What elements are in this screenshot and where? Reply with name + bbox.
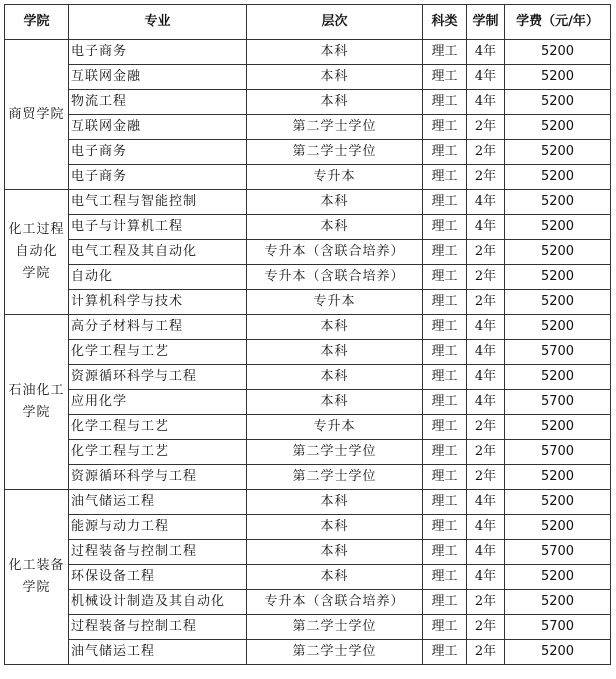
level-cell: 本科 bbox=[247, 365, 423, 390]
major-cell: 环保设备工程 bbox=[69, 565, 247, 590]
duration-cell: 4年 bbox=[467, 490, 505, 515]
level-cell: 专升本（含联合培养） bbox=[247, 590, 423, 615]
table-row bbox=[5, 415, 611, 440]
fee-cell: 5200 bbox=[505, 290, 611, 315]
major-cell: 能源与动力工程 bbox=[69, 515, 247, 540]
duration-cell: 2年 bbox=[467, 240, 505, 265]
level-cell: 本科 bbox=[247, 515, 423, 540]
table-row bbox=[5, 315, 611, 340]
category-cell: 理工 bbox=[423, 490, 467, 515]
fee-cell: 5200 bbox=[505, 515, 611, 540]
duration-cell: 2年 bbox=[467, 165, 505, 190]
college-cell: 商贸学院 bbox=[5, 40, 69, 190]
duration-cell: 4年 bbox=[467, 565, 505, 590]
level-cell: 本科 bbox=[247, 90, 423, 115]
category-cell: 理工 bbox=[423, 540, 467, 565]
duration-cell: 2年 bbox=[467, 440, 505, 465]
level-cell: 专升本 bbox=[247, 290, 423, 315]
major-cell: 互联网金融 bbox=[69, 115, 247, 140]
table-row bbox=[5, 90, 611, 115]
table-row bbox=[5, 565, 611, 590]
fee-cell: 5200 bbox=[505, 115, 611, 140]
level-cell: 本科 bbox=[247, 565, 423, 590]
category-cell: 理工 bbox=[423, 590, 467, 615]
table-row bbox=[5, 465, 611, 490]
header-level: 层次 bbox=[247, 5, 423, 40]
major-cell: 过程装备与控制工程 bbox=[69, 540, 247, 565]
fee-cell: 5200 bbox=[505, 565, 611, 590]
duration-cell: 2年 bbox=[467, 640, 505, 665]
category-cell: 理工 bbox=[423, 640, 467, 665]
duration-cell: 4年 bbox=[467, 215, 505, 240]
category-cell: 理工 bbox=[423, 40, 467, 65]
duration-cell: 4年 bbox=[467, 540, 505, 565]
major-cell: 化学工程与工艺 bbox=[69, 340, 247, 365]
fee-cell: 5200 bbox=[505, 140, 611, 165]
duration-cell: 2年 bbox=[467, 465, 505, 490]
level-cell: 本科 bbox=[247, 215, 423, 240]
header-category: 科类 bbox=[423, 5, 467, 40]
level-cell: 第二学士学位 bbox=[247, 440, 423, 465]
major-cell: 互联网金融 bbox=[69, 65, 247, 90]
duration-cell: 4年 bbox=[467, 40, 505, 65]
level-cell: 专升本 bbox=[247, 165, 423, 190]
category-cell: 理工 bbox=[423, 265, 467, 290]
level-cell: 本科 bbox=[247, 65, 423, 90]
level-cell: 第二学士学位 bbox=[247, 640, 423, 665]
college-cell: 石油化工 学院 bbox=[5, 315, 69, 490]
college-cell: 化工装备 学院 bbox=[5, 490, 69, 665]
table-row bbox=[5, 540, 611, 565]
category-cell: 理工 bbox=[423, 515, 467, 540]
level-cell: 第二学士学位 bbox=[247, 615, 423, 640]
fee-cell: 5200 bbox=[505, 265, 611, 290]
category-cell: 理工 bbox=[423, 65, 467, 90]
duration-cell: 2年 bbox=[467, 290, 505, 315]
fee-cell: 5200 bbox=[505, 415, 611, 440]
major-cell: 化学工程与工艺 bbox=[69, 440, 247, 465]
duration-cell: 2年 bbox=[467, 615, 505, 640]
major-cell: 电子与计算机工程 bbox=[69, 215, 247, 240]
major-cell: 电气工程及其自动化 bbox=[69, 240, 247, 265]
duration-cell: 4年 bbox=[467, 190, 505, 215]
fee-cell: 5200 bbox=[505, 65, 611, 90]
table-row bbox=[5, 440, 611, 465]
category-cell: 理工 bbox=[423, 140, 467, 165]
major-cell: 油气储运工程 bbox=[69, 640, 247, 665]
level-cell: 本科 bbox=[247, 190, 423, 215]
college-cell: 化工过程 自动化 学院 bbox=[5, 190, 69, 315]
table-row bbox=[5, 115, 611, 140]
category-cell: 理工 bbox=[423, 615, 467, 640]
table-row bbox=[5, 490, 611, 515]
table-row bbox=[5, 590, 611, 615]
category-cell: 理工 bbox=[423, 240, 467, 265]
duration-cell: 2年 bbox=[467, 265, 505, 290]
major-cell: 电气工程与智能控制 bbox=[69, 190, 247, 215]
level-cell: 本科 bbox=[247, 40, 423, 65]
header-duration: 学制 bbox=[467, 5, 505, 40]
level-cell: 专升本（含联合培养） bbox=[247, 240, 423, 265]
category-cell: 理工 bbox=[423, 115, 467, 140]
table-row bbox=[5, 365, 611, 390]
level-cell: 专升本（含联合培养） bbox=[247, 265, 423, 290]
fee-cell: 5700 bbox=[505, 615, 611, 640]
level-cell: 本科 bbox=[247, 315, 423, 340]
fee-cell: 5200 bbox=[505, 215, 611, 240]
category-cell: 理工 bbox=[423, 290, 467, 315]
major-cell: 电子商务 bbox=[69, 140, 247, 165]
category-cell: 理工 bbox=[423, 415, 467, 440]
header-college: 学院 bbox=[5, 5, 69, 40]
level-cell: 第二学士学位 bbox=[247, 115, 423, 140]
duration-cell: 4年 bbox=[467, 65, 505, 90]
major-cell: 物流工程 bbox=[69, 90, 247, 115]
fee-cell: 5200 bbox=[505, 90, 611, 115]
table-row bbox=[5, 190, 611, 215]
table-row bbox=[5, 265, 611, 290]
table-row bbox=[5, 640, 611, 665]
table-row bbox=[5, 340, 611, 365]
table-row bbox=[5, 215, 611, 240]
fee-cell: 5200 bbox=[505, 240, 611, 265]
duration-cell: 2年 bbox=[467, 590, 505, 615]
table-row bbox=[5, 290, 611, 315]
major-cell: 资源循环科学与工程 bbox=[69, 365, 247, 390]
duration-cell: 4年 bbox=[467, 365, 505, 390]
major-cell: 应用化学 bbox=[69, 390, 247, 415]
level-cell: 本科 bbox=[247, 340, 423, 365]
fee-cell: 5200 bbox=[505, 165, 611, 190]
table-row bbox=[5, 165, 611, 190]
fee-cell: 5700 bbox=[505, 440, 611, 465]
fee-cell: 5200 bbox=[505, 640, 611, 665]
major-cell: 资源循环科学与工程 bbox=[69, 465, 247, 490]
fee-cell: 5200 bbox=[505, 490, 611, 515]
major-cell: 机械设计制造及其自动化 bbox=[69, 590, 247, 615]
fee-cell: 5200 bbox=[505, 590, 611, 615]
duration-cell: 2年 bbox=[467, 140, 505, 165]
duration-cell: 2年 bbox=[467, 115, 505, 140]
table-row bbox=[5, 390, 611, 415]
level-cell: 本科 bbox=[247, 490, 423, 515]
duration-cell: 4年 bbox=[467, 315, 505, 340]
tuition-table bbox=[4, 4, 611, 665]
category-cell: 理工 bbox=[423, 390, 467, 415]
category-cell: 理工 bbox=[423, 165, 467, 190]
duration-cell: 4年 bbox=[467, 90, 505, 115]
duration-cell: 4年 bbox=[467, 340, 505, 365]
level-cell: 第二学士学位 bbox=[247, 465, 423, 490]
duration-cell: 4年 bbox=[467, 515, 505, 540]
category-cell: 理工 bbox=[423, 90, 467, 115]
major-cell: 电子商务 bbox=[69, 165, 247, 190]
header-row bbox=[5, 5, 611, 40]
table-row bbox=[5, 40, 611, 65]
major-cell: 过程装备与控制工程 bbox=[69, 615, 247, 640]
major-cell: 电子商务 bbox=[69, 40, 247, 65]
level-cell: 本科 bbox=[247, 540, 423, 565]
table-row bbox=[5, 615, 611, 640]
fee-cell: 5200 bbox=[505, 315, 611, 340]
duration-cell: 4年 bbox=[467, 390, 505, 415]
major-cell: 高分子材料与工程 bbox=[69, 315, 247, 340]
category-cell: 理工 bbox=[423, 565, 467, 590]
level-cell: 第二学士学位 bbox=[247, 140, 423, 165]
category-cell: 理工 bbox=[423, 440, 467, 465]
major-cell: 化学工程与工艺 bbox=[69, 415, 247, 440]
duration-cell: 2年 bbox=[467, 415, 505, 440]
table-row bbox=[5, 515, 611, 540]
major-cell: 计算机科学与技术 bbox=[69, 290, 247, 315]
fee-cell: 5200 bbox=[505, 40, 611, 65]
fee-cell: 5700 bbox=[505, 540, 611, 565]
table-row bbox=[5, 65, 611, 90]
table-row bbox=[5, 240, 611, 265]
header-major: 专业 bbox=[69, 5, 247, 40]
fee-cell: 5200 bbox=[505, 190, 611, 215]
header-fee: 学费（元/年） bbox=[505, 5, 611, 40]
category-cell: 理工 bbox=[423, 340, 467, 365]
table-row bbox=[5, 140, 611, 165]
category-cell: 理工 bbox=[423, 315, 467, 340]
category-cell: 理工 bbox=[423, 465, 467, 490]
category-cell: 理工 bbox=[423, 365, 467, 390]
table-body bbox=[5, 40, 611, 665]
fee-cell: 5700 bbox=[505, 390, 611, 415]
major-cell: 自动化 bbox=[69, 265, 247, 290]
fee-cell: 5200 bbox=[505, 465, 611, 490]
category-cell: 理工 bbox=[423, 190, 467, 215]
level-cell: 本科 bbox=[247, 390, 423, 415]
level-cell: 专升本 bbox=[247, 415, 423, 440]
category-cell: 理工 bbox=[423, 215, 467, 240]
major-cell: 油气储运工程 bbox=[69, 490, 247, 515]
fee-cell: 5700 bbox=[505, 340, 611, 365]
fee-cell: 5200 bbox=[505, 365, 611, 390]
